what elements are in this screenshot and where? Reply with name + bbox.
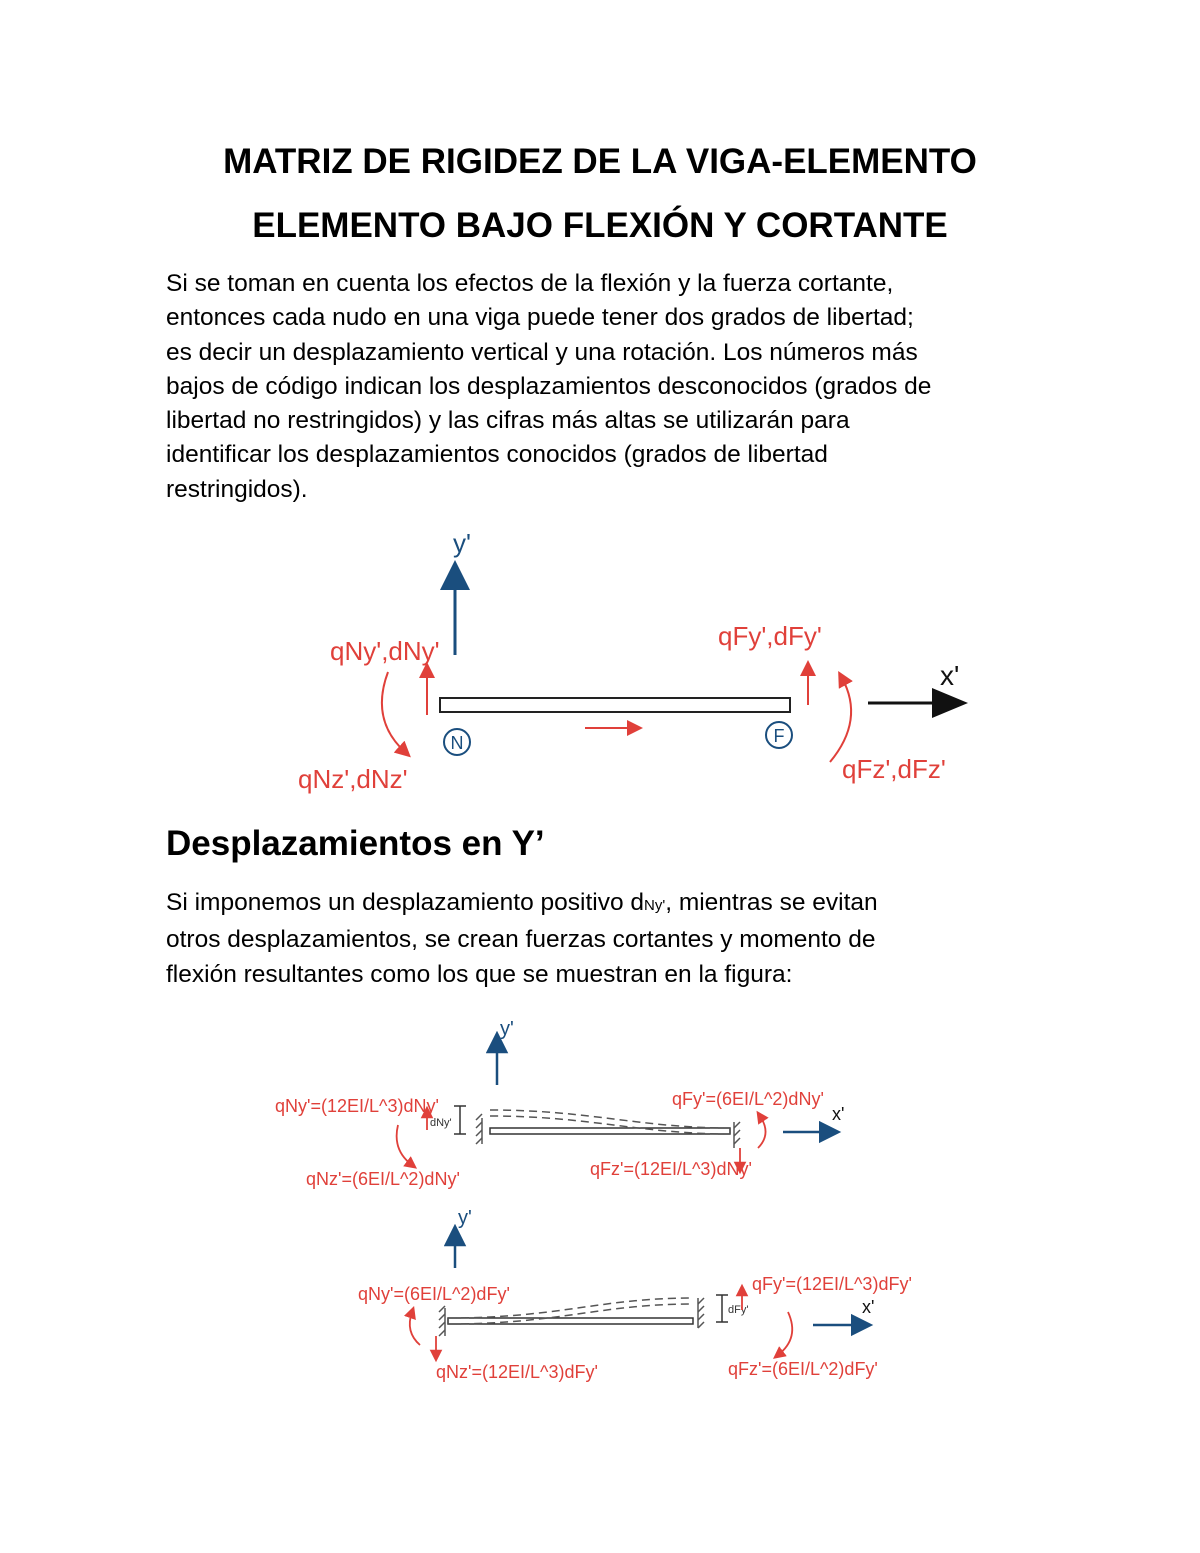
bottom-left-support	[439, 1306, 445, 1336]
section-line1-after: , mientras se evitan	[665, 889, 878, 916]
bottom-disp-label: dFy'	[728, 1304, 749, 1316]
beam	[440, 698, 790, 712]
section-line1-before: Si imponemos un desplazamiento positivo d	[166, 889, 645, 916]
intro-line: es decir un desplazamiento vertical y una rotación. Los números más	[166, 338, 918, 366]
intro-line: libertad no restringidos) y las cifras más altas se utilizarán para	[166, 407, 850, 435]
label-q-nz-text: qNz',dNz'	[298, 764, 408, 794]
node-n-label: N	[450, 733, 464, 753]
label-q-fz	[842, 754, 946, 784]
displacement-diagram	[0, 1010, 1200, 1390]
top-q-nz: qNz'=(6EI/L^2)dNy'	[306, 1169, 460, 1189]
title-line-2: ELEMENTO BAJO FLEXIÓN Y CORTANTE	[252, 206, 948, 245]
f-moment-arc	[830, 678, 851, 762]
top-disp-label: dNy'	[430, 1117, 452, 1129]
bottom-right-support	[698, 1298, 704, 1328]
section-line: otros desplazamientos, se crean fuerzas cortantes y momento de	[166, 926, 876, 954]
top-q-fy: qFy'=(6EI/L^2)dNy'	[672, 1089, 824, 1109]
node-f-label: F	[773, 726, 785, 746]
intro-line: entonces cada nudo en una viga puede tener dos grados de libertad;	[166, 304, 914, 332]
top-f-moment-arc	[758, 1116, 766, 1148]
top-beam	[490, 1128, 730, 1134]
top-left-support	[476, 1114, 482, 1144]
section-line: flexión resultantes como los que se muestran en la figura:	[166, 960, 793, 988]
bottom-y-axis-label: y'	[458, 1207, 472, 1229]
bottom-f-moment-arc	[778, 1312, 792, 1355]
label-q-fz-text: qFz',dFz'	[842, 754, 946, 784]
x-axis-label: x'	[940, 660, 960, 691]
intro-line: bajos de código indican los desplazamientos desconocidos (grados de	[166, 372, 932, 400]
top-q-ny: qNy'=(12EI/L^3)dNy'	[275, 1096, 439, 1116]
n-moment-arc	[382, 672, 405, 752]
top-n-moment-arc	[397, 1125, 412, 1165]
top-right-support	[734, 1122, 740, 1148]
intro-paragraph	[166, 267, 1046, 507]
intro-line: Si se toman en cuenta los efectos de la flexión y la fuerza cortante,	[166, 270, 894, 297]
beam-element-diagram	[0, 520, 1200, 810]
top-q-fz: qFz'=(12EI/L^3)dNy'	[590, 1159, 752, 1179]
top-deflected-shape	[490, 1110, 730, 1128]
bottom-q-nz: qNz'=(12EI/L^3)dFy'	[436, 1362, 598, 1382]
label-q-fy-text: qFy',dFy'	[718, 621, 822, 651]
bottom-q-fz: qFz'=(6EI/L^2)dFy'	[728, 1359, 878, 1379]
bottom-beam	[448, 1318, 693, 1324]
section-heading: Desplazamientos en Y’	[166, 824, 545, 863]
y-axis-label: y'	[453, 528, 471, 558]
intro-line: identificar los desplazamientos conocidos (grados de libertad	[166, 441, 828, 469]
bottom-q-ny: qNy'=(6EI/L^2)dFy'	[358, 1284, 510, 1304]
bottom-x-axis-label: x'	[862, 1297, 875, 1317]
top-y-axis-label: y'	[500, 1018, 514, 1040]
section-line	[166, 886, 1046, 923]
top-x-axis-label: x'	[832, 1104, 845, 1124]
label-q-nz	[298, 764, 408, 794]
label-q-ny-text: qNy',dNy'	[330, 636, 440, 666]
label-q-fy	[718, 621, 822, 651]
title-line-1: MATRIZ DE RIGIDEZ DE LA VIGA-ELEMENTO	[223, 142, 977, 181]
bottom-n-moment-arc	[410, 1312, 420, 1345]
intro-line: restringidos).	[166, 475, 308, 503]
label-q-ny	[330, 636, 440, 666]
section-line1-sub: Ny'	[644, 897, 666, 914]
bottom-q-fy: qFy'=(12EI/L^3)dFy'	[752, 1274, 912, 1294]
section-paragraph	[166, 886, 1046, 992]
